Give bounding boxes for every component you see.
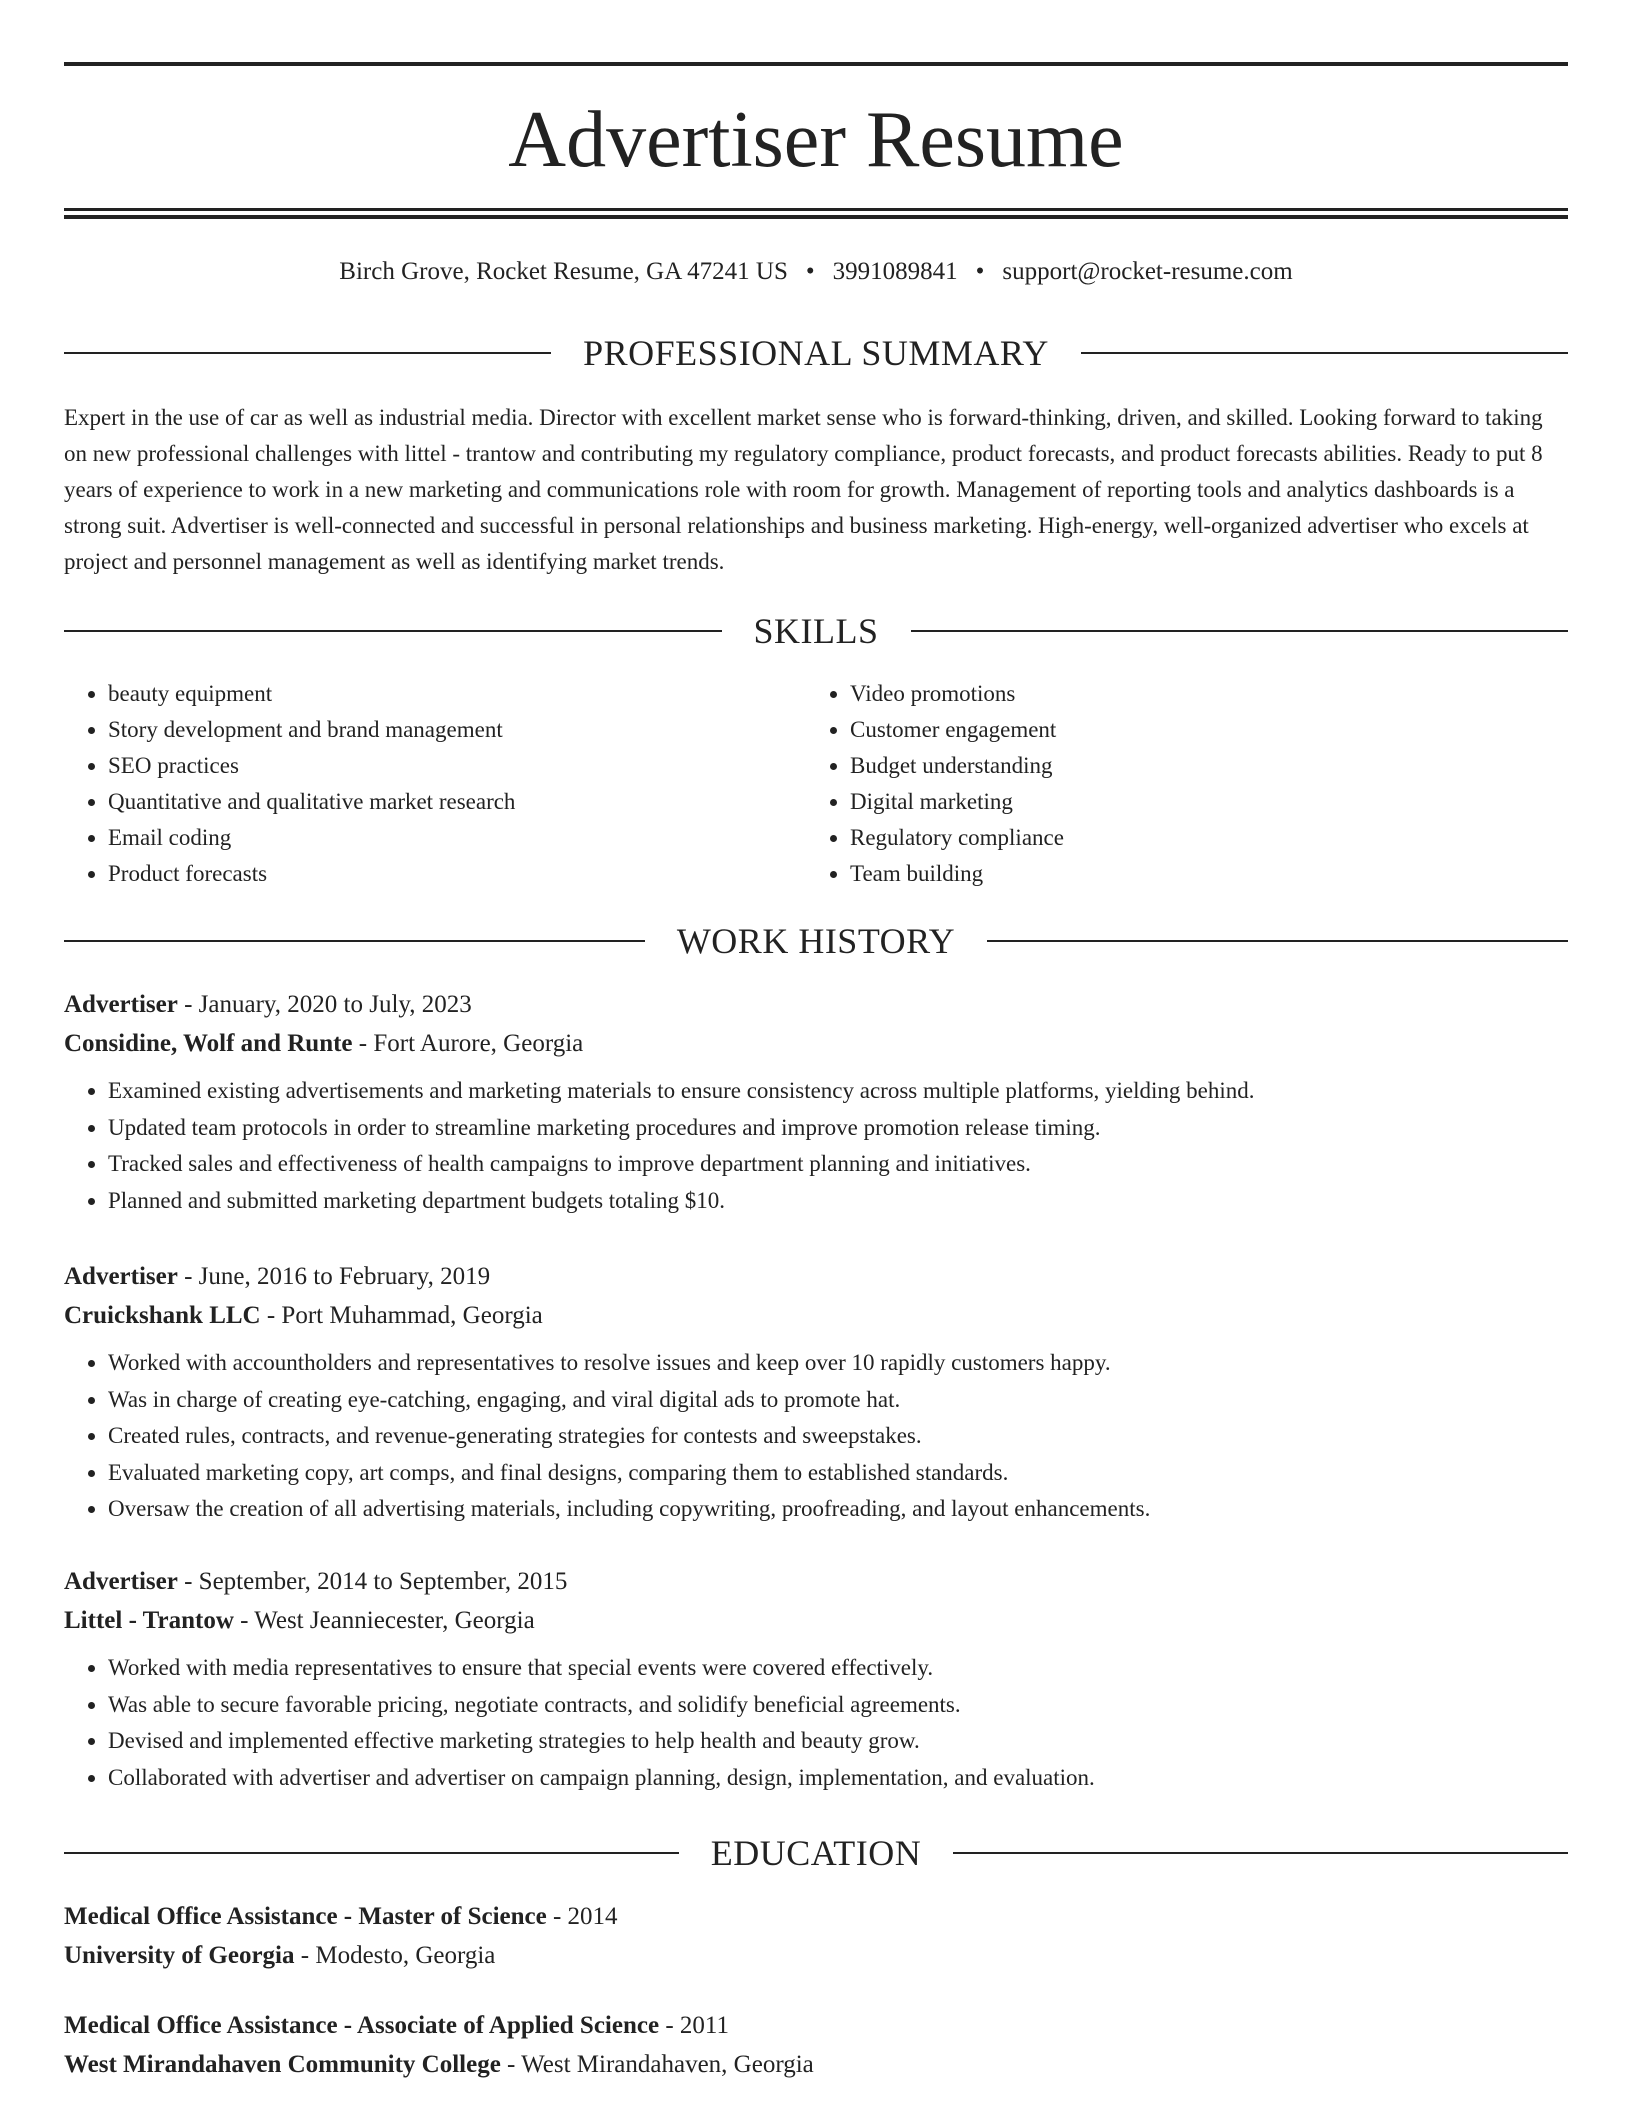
skill-item: • Story development and brand management [108,712,806,748]
skill-item: • SEO practices [108,748,806,784]
skill-item: • Regulatory compliance [850,820,1568,856]
top-rule [64,62,1568,66]
job-bullets [64,1345,1568,1528]
skill-item: • Video promotions [850,676,1568,712]
job-title: Advertiser [64,1263,178,1290]
education-school: University of Georgia [64,1942,295,1969]
job-title-line [64,985,1568,1024]
job-entry [64,1562,1568,1796]
job-bullet: • Planned and submitted marketing department budgets totaling $10. [108,1183,1568,1220]
job-bullets [64,1073,1568,1219]
skill-item: • Budget understanding [850,748,1568,784]
job-company: Littel - Trantow [64,1607,234,1634]
job-title-line [64,1257,1568,1296]
job-bullet: • Updated team protocols in order to streamline marketing procedures and improve promotion release timing. [108,1110,1568,1147]
section-rule [64,940,645,942]
job-bullet: • Was in charge of creating eye-catching, engaging, and viral digital ads to promote hat. [108,1382,1568,1419]
job-bullets [64,1650,1568,1796]
job-dates: - September, 2014 to September, 2015 [177,1568,568,1595]
education-entry [64,2006,1568,2084]
skill-item: • Quantitative and qualitative market research [108,784,806,820]
job-bullet: • Was able to secure favorable pricing, negotiate contracts, and solidify beneficial agreements. [108,1687,1568,1724]
section-rule [64,352,551,354]
skills-column-left [64,676,806,892]
job-dates: - January, 2020 to July, 2023 [177,991,472,1018]
job-title: Advertiser [64,991,178,1018]
education-location: - West Mirandahaven, Georgia [500,2051,814,2078]
education-degree-line [64,2006,1568,2045]
education-year: - 2011 [659,2012,729,2039]
job-bullet: • Worked with media representatives to ensure that special events were covered effectively. [108,1650,1568,1687]
job-title: Advertiser [64,1568,178,1595]
job-bullet: • Created rules, contracts, and revenue-generating strategies for contests and sweepstakes. [108,1418,1568,1455]
section-rule [987,940,1568,942]
job-location: - Port Muhammad, Georgia [260,1302,543,1329]
section-rule [64,630,722,632]
section-rule [64,1852,679,1854]
work-heading: WORK HISTORY [676,921,956,961]
skill-item: • beauty equipment [108,676,806,712]
skills-list [64,676,1568,892]
education-section-header [64,1829,1568,1877]
job-bullet: • Tracked sales and effectiveness of health campaigns to improve department planning and initiatives. [108,1146,1568,1183]
contact-separator: • [805,258,815,285]
job-location: - West Jeanniecester, Georgia [233,1607,535,1634]
job-bullet: • Oversaw the creation of all advertising materials, including copywriting, proofreading, and layout enhancements. [108,1491,1568,1528]
section-rule [911,630,1569,632]
contact-address: Birch Grove, Rocket Resume, GA 47241 US [339,258,788,285]
job-bullet: • Evaluated marketing copy, art comps, and final designs, comparing them to established standards. [108,1455,1568,1492]
contact-line [64,254,1568,290]
summary-section-header [64,329,1568,377]
resume-title: Advertiser Resume [508,96,1124,184]
job-bullet: • Examined existing advertisements and marketing materials to ensure consistency across multiple platforms, yielding behind. [108,1073,1568,1110]
job-entry [64,1257,1568,1528]
education-degree-line [64,1897,1568,1936]
skill-item: • Team building [850,856,1568,892]
work-section-header [64,917,1568,965]
skills-heading: SKILLS [753,611,879,651]
contact-phone: 3991089841 [832,258,958,285]
education-heading: EDUCATION [710,1833,922,1873]
education-school: West Mirandahaven Community College [64,2051,501,2078]
summary-heading: PROFESSIONAL SUMMARY [583,333,1049,373]
education-year: - 2014 [546,1903,618,1930]
job-bullet: • Devised and implemented effective marketing strategies to help health and beauty grow. [108,1723,1568,1760]
job-title-line [64,1562,1568,1601]
education-location: - Modesto, Georgia [294,1942,496,1969]
job-dates: - June, 2016 to February, 2019 [177,1263,491,1290]
job-bullet: • Worked with accountholders and representatives to resolve issues and keep over 10 rapidly customers happy. [108,1345,1568,1382]
job-company-line [64,1024,1568,1063]
skill-item: • Customer engagement [850,712,1568,748]
education-degree: Medical Office Assistance - Master of Science [64,1903,547,1930]
job-location: - Fort Aurore, Georgia [352,1030,584,1057]
education-entry [64,1897,1568,1975]
job-company-line [64,1296,1568,1335]
job-company: Considine, Wolf and Runte [64,1030,353,1057]
job-bullet: • Collaborated with advertiser and advertiser on campaign planning, design, implementation, and evaluation. [108,1760,1568,1797]
job-entry [64,985,1568,1219]
job-company: Cruickshank LLC [64,1302,261,1329]
education-degree: Medical Office Assistance - Associate of Applied Science [64,2012,660,2039]
summary-text: Expert in the use of car as well as industrial media. Director with excellent market sense who is forward-thinking, driven, and skilled. Looking forward to taking on new professional challenges with littel - trantow and contributing my regulatory compliance, product forecasts, and product forecasts abilities. Ready to put 8 years of experience to work in a new marketing and communications role with room for growth. Management of reporting tools and analytics dashboards is a strong suit. Advertiser is well-connected and successful in personal relationships and business marketing. High-energy, well-organized advertiser who excels at project and personnel management as well as identifying market trends. [64,405,1543,574]
skills-column-right [806,676,1568,892]
title-double-rule [64,208,1568,219]
skill-item: • Email coding [108,820,806,856]
section-rule [1081,352,1568,354]
education-school-line [64,2045,1568,2084]
skill-item: • Digital marketing [850,784,1568,820]
section-rule [953,1852,1568,1854]
skills-section-header [64,607,1568,655]
education-school-line [64,1936,1568,1975]
skill-item: • Product forecasts [108,856,806,892]
job-company-line [64,1601,1568,1640]
contact-separator: • [975,258,985,285]
contact-email: support@rocket-resume.com [1002,258,1293,285]
